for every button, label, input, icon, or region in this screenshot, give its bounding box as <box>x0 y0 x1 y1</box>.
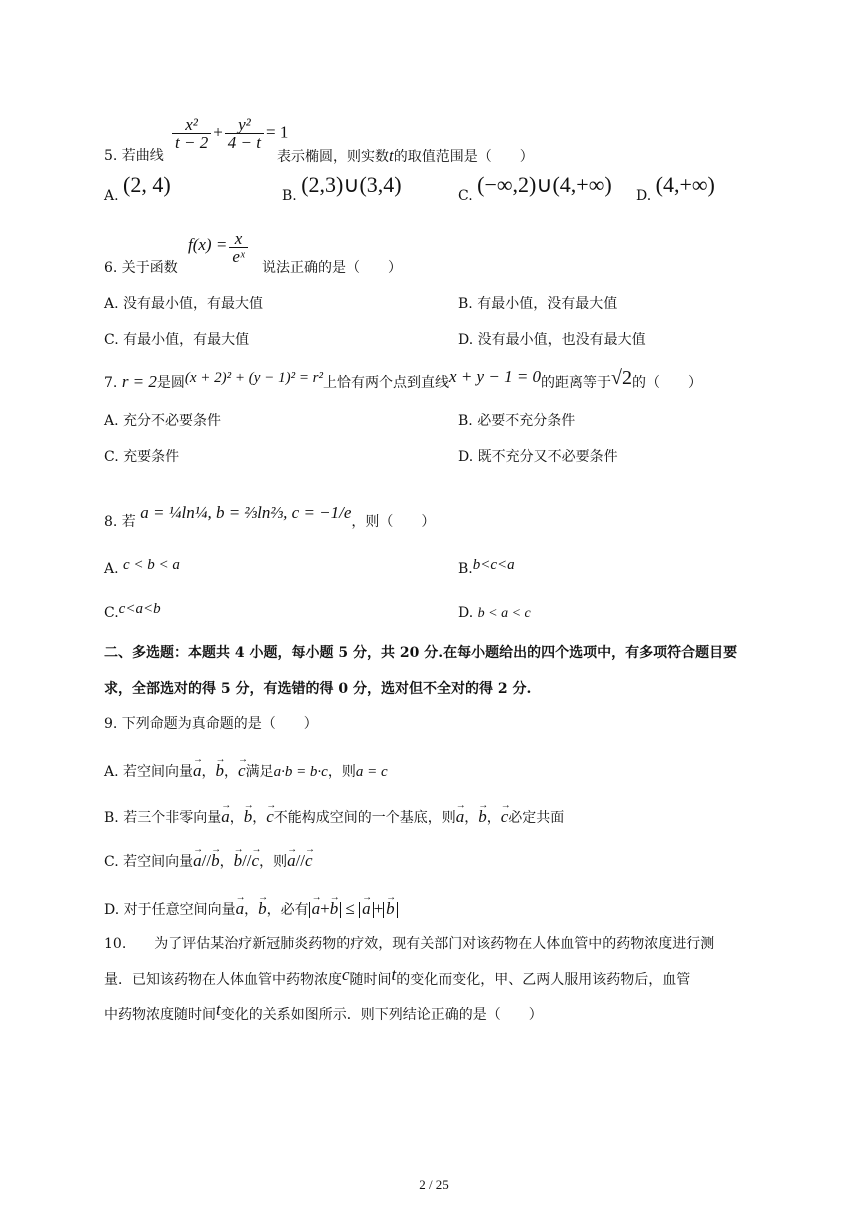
q6-option-c: C. 有最小值，有最大值 <box>104 332 250 348</box>
q6-option-a: A. 没有最小值，有最大值 <box>104 296 264 312</box>
q9-option-b: B. 若三个非零向量→ a，→ b，→ c不能构成空间的一个基底，则→ a，→ b，→ c必定共面 <box>104 808 564 827</box>
q6-function: f(x) = $\frac{x}{\text{eˣ}}$ <box>188 230 250 265</box>
q6-option-d: D. 没有最小值，也没有最大值 <box>458 332 646 348</box>
q7-option-b: B. 必要不充分条件 <box>458 413 576 429</box>
question-8: 8. 若 a = ¼ln¼, b = ⅔ln⅔, c = −1/e，则（ ） <box>104 503 436 530</box>
q9-option-c: C. 若空间向量→ a//→ b，→ b//→ c，则→ a//→ c <box>104 852 313 871</box>
q5-option-c: C. (−∞,2)∪(4,+∞) <box>458 172 612 204</box>
q7-option-a: A. 充分不必要条件 <box>104 413 222 429</box>
q5-option-b: B. (2,3)∪(3,4) <box>282 172 402 204</box>
q8-option-c: C.c<a<b <box>104 601 161 621</box>
q9-option-d: D. 对于任意空间向量→ a，→ b，必有→ a+→ b ≤ → a +→ b <box>104 900 398 919</box>
q8-option-b: B.b<c<a <box>458 557 515 577</box>
q5-equation: $\frac{\text{x²}}{t - 2}$ + $\frac{\text{y²}}{4 - t}$ = 1 <box>170 116 288 151</box>
q5-frac1: $\frac{\text{x²}}{t - 2}$ <box>172 116 211 151</box>
question-10-line3: 中药物浓度随时间t变化的关系如图所示．则下列结论正确的是（ ） <box>104 1000 543 1023</box>
page-number: 2 / 25 <box>419 1177 449 1192</box>
q6-option-b: B. 有最小值，没有最大值 <box>458 296 618 312</box>
question-10-line2: 量．已知该药物在人体血管中药物浓度c随时间t的变化而变化，甲、乙两人服用该药物后，血管 <box>104 965 691 988</box>
q5-option-a: A. (2, 4) <box>104 172 171 204</box>
q9-option-a: A. 若空间向量→ a，→ b，→ c满足a·b = b·c，则a = c <box>104 762 388 781</box>
q5-option-d: D. (4,+∞) <box>636 172 715 204</box>
q8-option-d: D. b < a < c <box>458 605 531 621</box>
q8-expression: a = ¼ln¼, b = ⅔ln⅔, c = −1/e <box>140 503 352 522</box>
question-7: 7. r = 2是圆(x + 2)² + (y − 1)² = r²上恰有两个点到直线x + y − 1 = 0的距离等于√2的（ ） <box>104 367 703 391</box>
q7-option-c: C. 充要条件 <box>104 449 180 465</box>
q8-option-a: A. c < b < a <box>104 557 180 577</box>
section-2-heading-cont: 求，全部选对的得 5 分，有选错的得 0 分，选对但不全对的得 2 分. <box>104 681 532 697</box>
section-2-heading: 二、多选题：本题共 4 小题，每小题 5 分，共 20 分.在每小题给出的四个选项中，有多项符合题目要 <box>104 645 738 661</box>
q5-suffix: 表示椭圆，则实数t的取值范围是（ ） <box>277 146 534 165</box>
question-10-line1: 10. 为了评估某治疗新冠肺炎药物的疗效，现有关部门对该药物在人体血管中的药物浓度进行测 <box>104 936 715 952</box>
q5-prefix: 5. 若曲线 <box>104 148 164 164</box>
question-9-stem: 9. 下列命题为真命题的是（ ） <box>104 716 318 732</box>
q5-frac2: $\frac{\text{y²}}{4 - t}$ <box>225 116 264 151</box>
q7-option-d: D. 既不充分又不必要条件 <box>458 449 618 465</box>
